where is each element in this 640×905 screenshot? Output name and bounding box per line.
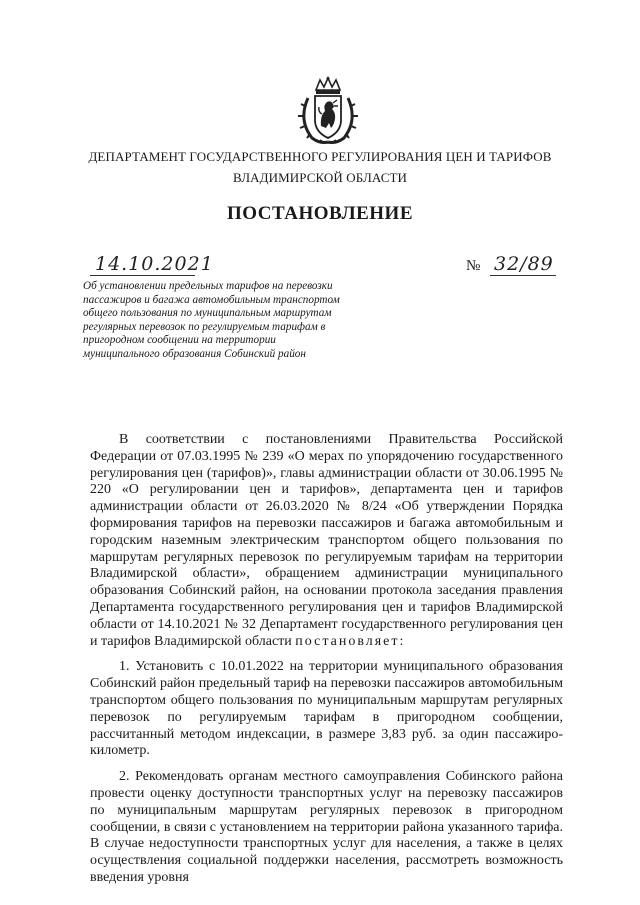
date-underline: [90, 275, 195, 276]
preamble-text: В соответствии с постановлениями Правительства Российской Федерации от 07.03.1995 № 239 «О мерах по упорядочению государственного регулирования цен (тарифов)», главы администрации области от 30.06.1995 № 220 «О регулировании цен и тарифов», департамента цен и тарифов администрации области от 26.03.2020 № 8/24 «Об утверждении Порядка формирования тарифов на перевозки пассажиров и багажа автомобильным и городским наземным электрическим транспортом общего пользования по маршрутам регулярных перевозок по регулируемым тарифам на территории Владимирской области», обращением администрации муниципального образования Собинский район, на основании протокола заседания правления Департамента государственного регулирования цен и тарифов Владимирской области от 14.10.2021 № 32 Департамент государственного регулирования цен и тарифов Владимирской области: [90, 432, 563, 649]
point-1-paragraph: 1. Установить с 10.01.2022 на территории муниципального образования Собинский район предельный тариф на перевозки пассажиров автомобильным транспортом общего пользования по муниципальным маршрутам регулярных перевозок по регулируемым тарифам в пригородном сообщении, рассчитанный методом индексации, в размере 3,83 руб. за один пассажиро-километр.: [90, 659, 563, 759]
document-date: 14.10.2021: [95, 253, 214, 275]
coat-of-arms-icon: [296, 76, 360, 146]
preamble-paragraph: [90, 432, 563, 650]
document-body: [90, 432, 563, 896]
department-name: ДЕПАРТАМЕНТ ГОСУДАРСТВЕННОГО РЕГУЛИРОВАНИЯ ЦЕН И ТАРИФОВ: [88, 149, 552, 164]
department-region: ВЛАДИМИРСКОЙ ОБЛАСТИ: [232, 170, 408, 185]
number-underline: [490, 275, 556, 276]
document-number: 32/89: [494, 253, 554, 275]
resolution-verb: постановляет:: [295, 633, 406, 649]
point-2-paragraph: 2. Рекомендовать органам местного самоуправления Собинского района провести оценку доступности транспортных услуг на перевозку пассажиров по муниципальным маршрутам регулярных перевозок в пригородном сообщении, в связи с установлением на территории района указанного тарифа. В случае недоступности транспортных услуг для населения, а также в целях осуществления социальной поддержки населения, рассмотреть возможность введения уровня: [90, 769, 563, 885]
document-title: ПОСТАНОВЛЕНИЕ: [226, 203, 414, 224]
number-label: №: [466, 258, 481, 274]
document-subject: Об установлении предельных тарифов на перевозки пассажиров и багажа автомобильным транспортом общего пользования по муниципальным маршрутам регулярных перевозок по регулируемым тарифам в пригородном сообщении на территории муниципального образования Собинский район: [83, 280, 340, 360]
